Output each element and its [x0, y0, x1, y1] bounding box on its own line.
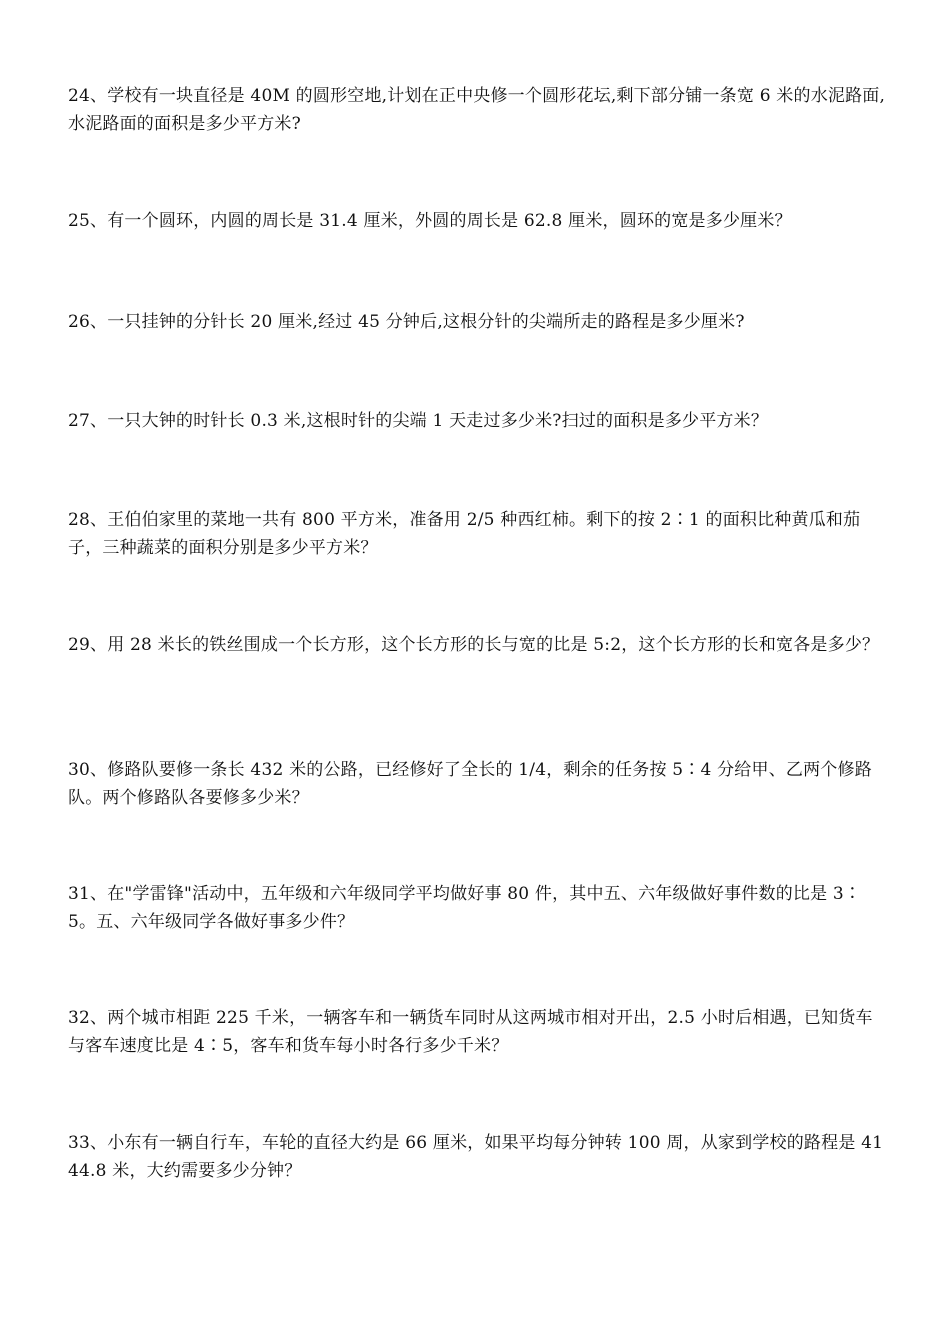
problem-28: 28、王伯伯家里的菜地一共有 800 平方米，准备用 2/5 种西红柿。剩下的按 2∶1 的面积比种黄瓜和茄子，三种蔬菜的面积分别是多少平方米？: [68, 510, 861, 558]
problem-29: 29、用 28 米长的铁丝围成一个长方形，这个长方形的长与宽的比是 5:2，这个长方形的长和宽各是多少？: [68, 635, 880, 655]
problem-24: 24、学校有一块直径是 40M 的圆形空地,计划在正中央修一个圆形花坛,剩下部分铺一条宽 6 米的水泥路面,水泥路面的面积是多少平方米?: [68, 86, 886, 134]
problem-32: 32、两个城市相距 225 千米，一辆客车和一辆货车同时从这两城市相对开出，2.5 小时后相遇，已知货车与客车速度比是 4∶5，客车和货车每小时各行多少千米？: [68, 1008, 873, 1056]
problem-27: 27、一只大钟的时针长 0.3 米,这根时针的尖端 1 天走过多少米?扫过的面积是多少平方米？: [68, 411, 769, 431]
problem-30: 30、修路队要修一条长 432 米的公路，已经修好了全长的 1/4，剩余的任务按 5∶4 分给甲、乙两个修路队。两个修路队各要修多少米？: [68, 760, 872, 808]
problem-33: 33、小东有一辆自行车，车轮的直径大约是 66 厘米，如果平均每分钟转 100 周，从家到学校的路程是 4144.8 米，大约需要多少分钟？: [68, 1133, 884, 1181]
problem-25: 25、有一个圆环，内圆的周长是 31.4 厘米，外圆的周长是 62.8 厘米，圆环的宽是多少厘米？: [68, 211, 792, 231]
problem-31: 31、在"学雷锋"活动中，五年级和六年级同学平均做好事 80 件，其中五、六年级做好事件数的比是 3∶5。五、六年级同学各做好事多少件？: [68, 884, 862, 932]
problem-26: 26、一只挂钟的分针长 20 厘米,经过 45 分钟后,这根分针的尖端所走的路程是多少厘米?: [68, 312, 745, 332]
